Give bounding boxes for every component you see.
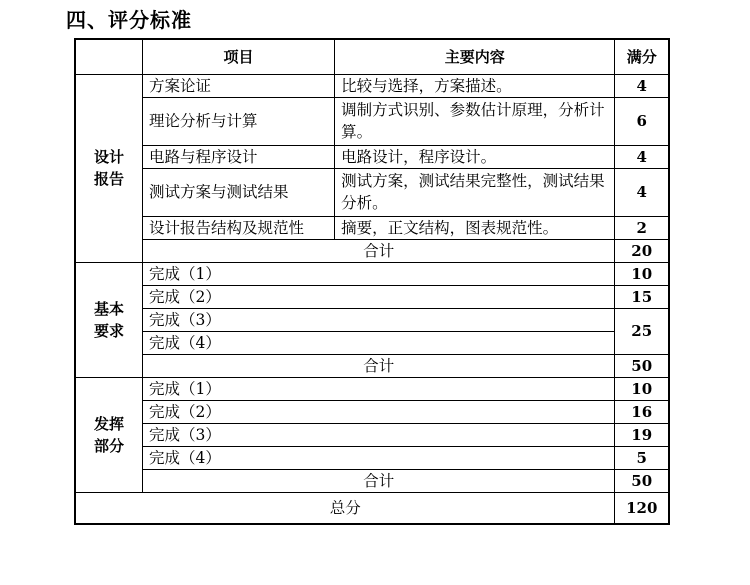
table-row — [75, 168, 669, 216]
category-basic-requirements: 基本 要求 — [75, 262, 143, 377]
table-row — [75, 446, 669, 469]
grading-table — [74, 38, 670, 525]
item-cell: 完成（4） — [143, 331, 615, 354]
header-content: 主要内容 — [335, 39, 615, 74]
score-cell: 6 — [615, 97, 669, 145]
subtotal-row — [75, 239, 669, 262]
item-cell: 完成（1） — [143, 377, 615, 400]
item-cell: 测试方案与测试结果 — [143, 168, 335, 216]
content-cell: 调制方式识别、参数估计原理，分析计算。 — [335, 97, 615, 145]
table-row — [75, 377, 669, 400]
item-cell: 完成（2） — [143, 285, 615, 308]
score-cell: 19 — [615, 423, 669, 446]
score-cell: 16 — [615, 400, 669, 423]
total-score: 120 — [615, 492, 669, 524]
table-row — [75, 331, 669, 354]
item-cell: 完成（2） — [143, 400, 615, 423]
section-heading: 四、评分标准 — [66, 8, 192, 32]
table-header-row — [75, 39, 669, 74]
item-cell: 完成（4） — [143, 446, 615, 469]
total-label: 总分 — [75, 492, 615, 524]
content-cell: 摘要，正文结构，图表规范性。 — [335, 216, 615, 239]
table-row — [75, 145, 669, 168]
subtotal-row — [75, 469, 669, 492]
item-cell: 完成（1） — [143, 262, 615, 285]
header-item: 项目 — [143, 39, 335, 74]
table-row — [75, 97, 669, 145]
subtotal-score: 50 — [615, 354, 669, 377]
score-cell: 15 — [615, 285, 669, 308]
item-cell: 理论分析与计算 — [143, 97, 335, 145]
subtotal-label: 合计 — [143, 354, 615, 377]
item-cell: 方案论证 — [143, 74, 335, 97]
content-cell: 比较与选择，方案描述。 — [335, 74, 615, 97]
content-cell: 电路设计，程序设计。 — [335, 145, 615, 168]
subtotal-label: 合计 — [143, 469, 615, 492]
score-cell: 4 — [615, 74, 669, 97]
category-design-report: 设计 报告 — [75, 74, 143, 262]
content-cell: 测试方案，测试结果完整性，测试结果分析。 — [335, 168, 615, 216]
subtotal-score: 20 — [615, 239, 669, 262]
score-cell: 10 — [615, 377, 669, 400]
score-cell: 5 — [615, 446, 669, 469]
item-cell: 电路与程序设计 — [143, 145, 335, 168]
table-row — [75, 423, 669, 446]
header-score: 满分 — [615, 39, 669, 74]
table-row — [75, 74, 669, 97]
merged-score-cell: 25 — [615, 308, 669, 354]
table-row — [75, 308, 669, 331]
item-cell: 完成（3） — [143, 308, 615, 331]
subtotal-row — [75, 354, 669, 377]
item-cell: 设计报告结构及规范性 — [143, 216, 335, 239]
table-row — [75, 285, 669, 308]
score-cell: 4 — [615, 168, 669, 216]
total-row — [75, 492, 669, 524]
category-extended-part: 发挥 部分 — [75, 377, 143, 492]
item-cell: 完成（3） — [143, 423, 615, 446]
table-row — [75, 216, 669, 239]
score-cell: 10 — [615, 262, 669, 285]
table-row — [75, 262, 669, 285]
score-cell: 4 — [615, 145, 669, 168]
header-blank — [75, 39, 143, 74]
subtotal-score: 50 — [615, 469, 669, 492]
table-row — [75, 400, 669, 423]
subtotal-label: 合计 — [143, 239, 615, 262]
score-cell: 2 — [615, 216, 669, 239]
